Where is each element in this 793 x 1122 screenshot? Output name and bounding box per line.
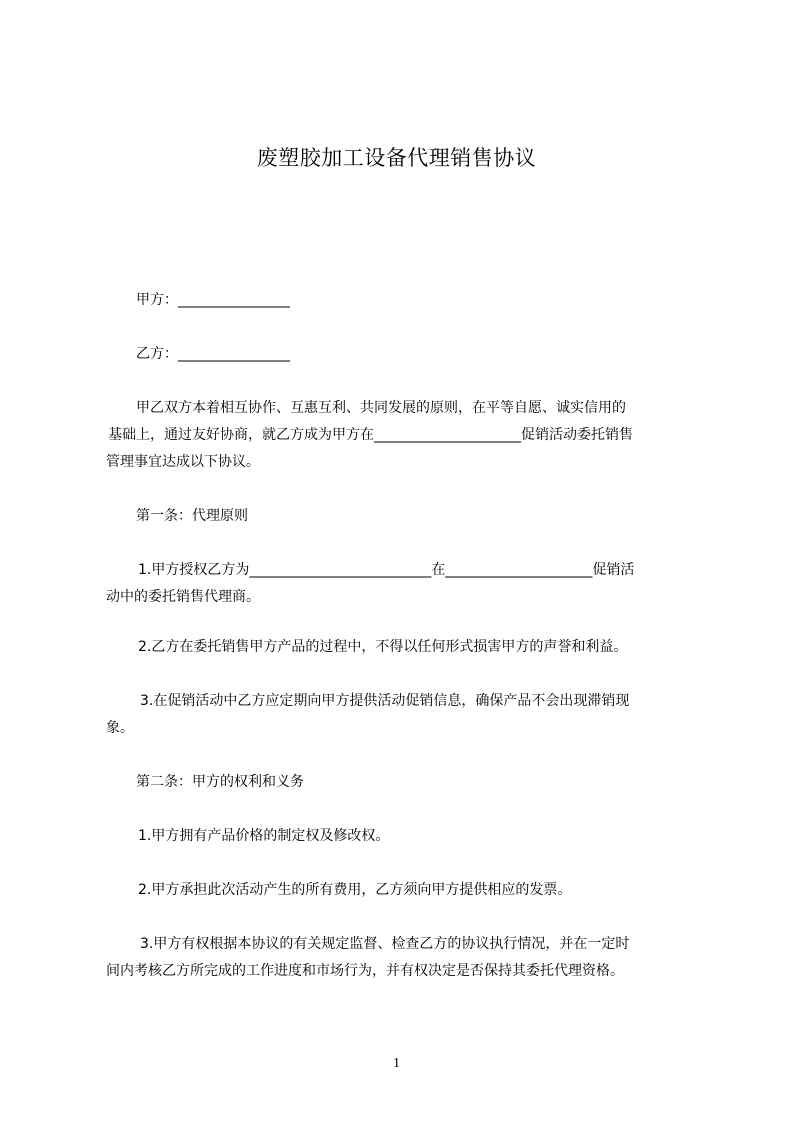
page-number: 1 [393,1056,400,1071]
article-1-item-1-line-1: 1.甲方授权乙方为__________________________在_____________________促销活 [138,562,635,578]
article-1-item-3-line-2: 象。 [106,720,134,736]
article-2-item-1: 1.甲方拥有产品价格的制定权及修改权。 [138,828,390,844]
party-a-line: 甲方：________________ [136,292,290,308]
article-2-item-2: 2.甲方承担此次活动产生的所有费用，乙方须向甲方提供相应的发票。 [138,882,572,898]
intro-line-2: 基础上，通过友好协商，就乙方成为甲方在_____________________促销活动委托销售 [108,427,633,443]
intro-line-3: 管理事宜达成以下协议。 [106,454,260,470]
party-b-line: 乙方：________________ [136,346,290,362]
article-1-item-2: 2.乙方在委托销售甲方产品的过程中，不得以任何形式损害甲方的声誉和利益。 [138,639,628,655]
article-2-item-3-line-2: 间内考核乙方所完成的工作进度和市场行为，并有权决定是否保持其委托代理资格。 [106,963,624,979]
article-1-item-1-line-2: 动中的委托销售代理商。 [106,589,260,605]
article-1-item-3-line-1: 3.在促销活动中乙方应定期向甲方提供活动促销信息，确保产品不会出现滞销现 [140,693,630,709]
article-2-item-3-line-1: 3.甲方有权根据本协议的有关规定监督、检查乙方的协议执行情况，并在一定时 [140,936,630,952]
document-title: 废塑胶加工设备代理销售协议 [256,146,537,170]
article-2-heading: 第二条：甲方的权利和义务 [136,774,304,790]
intro-line-1: 甲乙双方本着相互协作、互惠互利、共同发展的原则，在平等自愿、诚实信用的 [136,400,626,416]
article-1-heading: 第一条：代理原则 [136,508,248,524]
